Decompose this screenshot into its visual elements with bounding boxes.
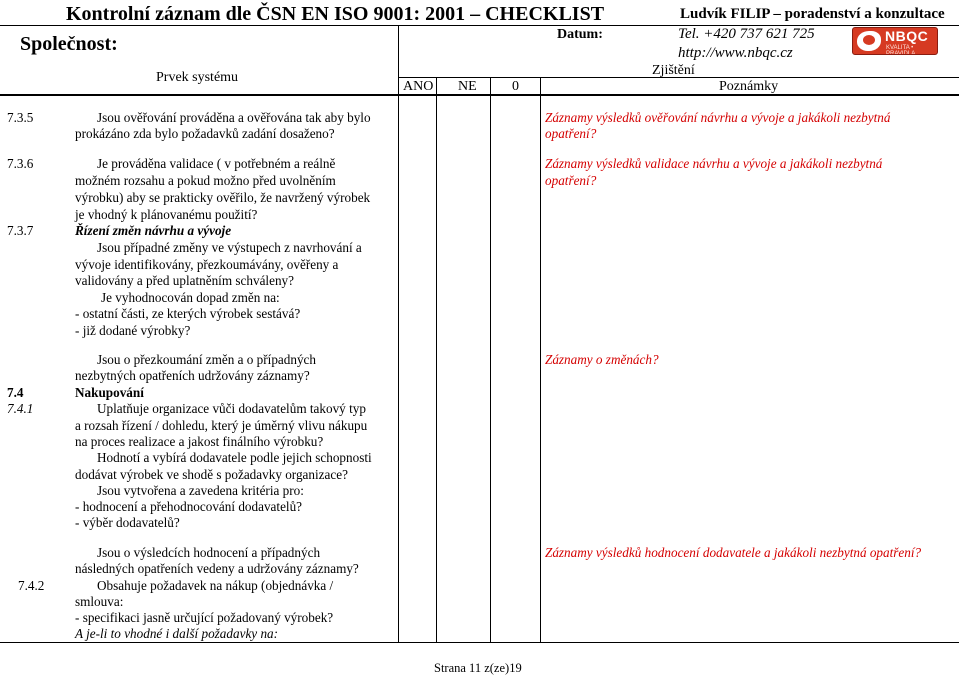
header-divider-top [0,25,959,26]
question-line: prokázáno zda bylo požadavků zadání dosaženo? [75,126,335,141]
header-vline-2 [436,77,437,94]
note-text: Záznamy o změnách? [545,352,659,367]
logo-text: NBQC [885,28,929,44]
question-line: a rozsah řízení / dohledu, který je úměrný vlivu nákupu [75,418,368,433]
question-line: Hodnotí a vybírá dodavatele podle jejich schopnosti [97,450,372,465]
question-line: - již dodané výrobky? [75,323,191,338]
website-link[interactable]: http://www.nbqc.cz [678,45,793,61]
note-text: Záznamy výsledků hodnocení dodavatele a jakákoli nezbytná opatření? [545,545,922,560]
logo-subtext: KVALITA • PRAVIDLA [886,45,916,55]
question-line: Je vyhodnocován dopad změn na: [101,290,280,305]
question-line: Jsou o výsledcích hodnocení a případných [97,545,321,560]
body-bottom-line [0,642,959,643]
row-number-7-4-1: 7.4.1 [7,401,34,416]
logo-emblem-icon [857,31,881,51]
note-text: opatření? [545,173,597,188]
header-vline-3 [490,77,491,94]
question-line: dodávat výrobek ve shodě s požadavky organizace? [75,467,348,482]
body-vline-2 [436,95,437,643]
body-vline-3 [490,95,491,643]
consultant-name: Ludvík FILIP – poradenství a konzultace [680,6,945,22]
section-heading: Nakupování [75,385,144,400]
col-zero: 0 [512,79,519,94]
body-vline-4 [540,95,541,643]
row-number-7-3-7: 7.3.7 [7,223,34,238]
question-line: - hodnocení a přehodnocování dodavatelů? [75,499,303,514]
question-line: Uplatňuje organizace vůči dodavatelům takový typ [97,401,366,416]
header-divider-bottom [0,94,959,96]
findings-label: Zjištění [652,63,695,78]
page-number: Strana 11 z(ze)19 [434,661,522,675]
row-number-7-4: 7.4 [7,385,24,400]
datum-label: Datum: [557,27,603,42]
question-line: - ostatní části, ze kterých výrobek sestává? [75,306,301,321]
header-vline-1 [398,25,399,94]
row-number-7-4-2: 7.4.2 [18,578,45,593]
note-text: opatření? [545,126,597,141]
question-line: A je-li to vhodné i další požadavky na: [75,626,279,641]
header-vline-4 [540,77,541,94]
question-line: validovány a před uplatněním schváleny? [75,273,294,288]
company-label: Společnost: [20,33,118,55]
question-line: na proces realizace a jakost finálního výrobku? [75,434,324,449]
question-line: - specifikaci jasně určující požadovaný výrobek? [75,610,334,625]
question-line: Jsou ověřování prováděna a ověřována tak aby bylo [97,110,371,125]
question-line: vývoje identifikovány, přezkoumávány, ověřeny a [75,257,339,272]
question-line: smlouva: [75,594,124,609]
question-line: Obsahuje požadavek na nákup (objednávka / [97,578,334,593]
note-text: Záznamy výsledků ověřování návrhu a vývoje a jakákoli nezbytná [545,110,891,125]
question-line: Jsou vytvořena a zavedena kritéria pro: [97,483,304,498]
section-heading: Řízení změn návrhu a vývoje [75,223,232,238]
phone-number: Tel. +420 737 621 725 [678,26,815,42]
col-notes: Poznámky [719,79,779,94]
row-number-7-3-6: 7.3.6 [7,156,34,171]
col-ne: NE [458,79,477,94]
question-line: následných opatřeních vedeny a udržovány záznamy? [75,561,359,576]
col-ano: ANO [403,79,434,94]
page-title: Kontrolní záznam dle ČSN EN ISO 9001: 2001 – CHECKLIST [66,3,605,25]
question-line: výrobku) aby se prakticky ověřilo, že navržený výrobek [75,190,371,205]
question-line: je vhodný k plánovanému použití? [75,207,258,222]
question-line: - výběr dodavatelů? [75,515,180,530]
nbqc-logo [852,27,938,55]
body-vline-1 [398,95,399,643]
question-line: Jsou o přezkoumání změn a o případných [97,352,316,367]
question-line: Jsou případné změny ve výstupech z navrhování a [97,240,362,255]
element-column-label: Prvek systému [156,70,239,85]
question-line: možném rozsahu a pokud možno před uvolněním [75,173,336,188]
question-line: Je prováděna validace ( v potřebném a reálně [97,156,336,171]
note-text: Záznamy výsledků validace návrhu a vývoje a jakákoli nezbytná [545,156,883,171]
question-line: nezbytných opatřeních udržovány záznamy? [75,368,310,383]
header-divider-findings [398,77,959,78]
row-number-7-3-5: 7.3.5 [7,110,34,125]
